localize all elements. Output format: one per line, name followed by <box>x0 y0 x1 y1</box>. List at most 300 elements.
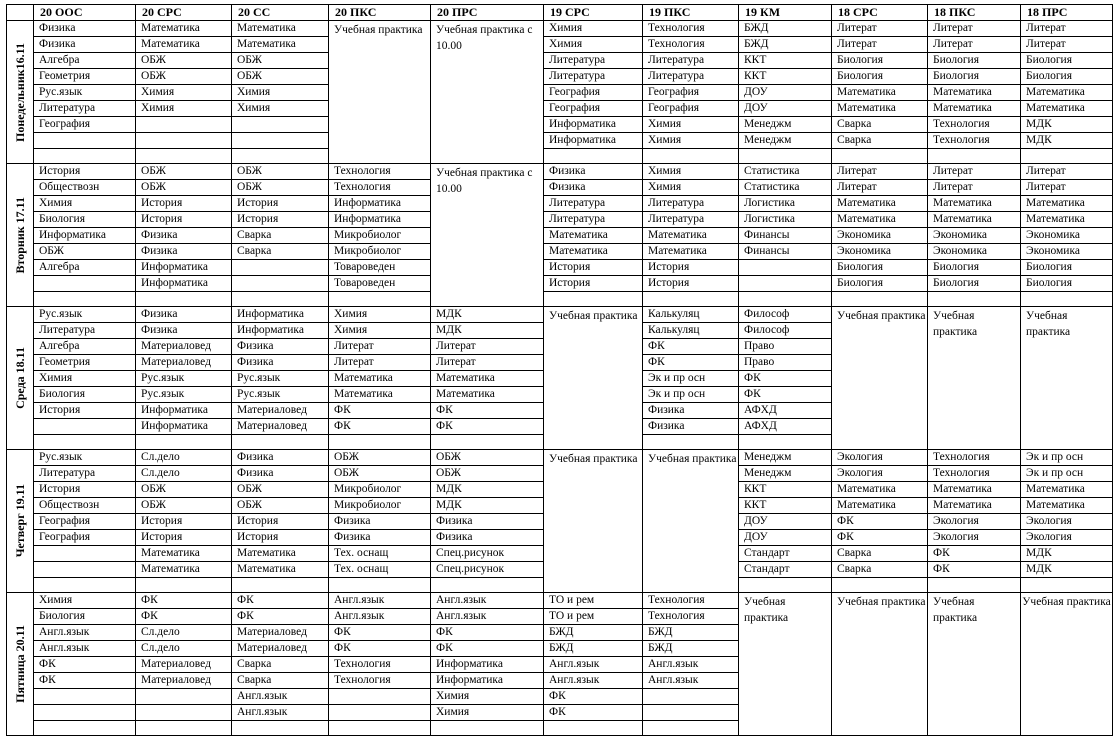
empty-cell <box>34 721 136 736</box>
lesson-cell: Химия <box>431 705 544 721</box>
lesson-cell: Экология <box>928 530 1021 546</box>
lesson-cell: Товароведен <box>329 276 431 292</box>
lesson-cell: География <box>643 101 739 117</box>
day-label-cell <box>7 307 34 450</box>
empty-cell <box>232 149 329 164</box>
lesson-cell: Биология <box>34 212 136 228</box>
lesson-cell: Англ.язык <box>643 673 739 689</box>
column-header: 20 ПКС <box>329 5 431 21</box>
lesson-cell: ФК <box>431 625 544 641</box>
lesson-cell: Химия <box>643 164 739 180</box>
practice-cell: Учебная практика <box>832 593 928 736</box>
lesson-cell: Тех. оснащ <box>329 562 431 578</box>
lesson-cell: Физика <box>34 21 136 37</box>
lesson-cell: Литература <box>544 212 643 228</box>
lesson-cell: Технология <box>928 450 1021 466</box>
lesson-cell: Биология <box>1021 260 1113 276</box>
lesson-cell: Математика <box>136 546 232 562</box>
lesson-cell <box>136 705 232 721</box>
lesson-cell: БЖД <box>544 641 643 657</box>
lesson-cell: МДК <box>1021 562 1113 578</box>
empty-cell <box>643 721 739 736</box>
lesson-cell: Англ.язык <box>232 689 329 705</box>
lesson-row <box>7 164 1113 180</box>
lesson-cell: ОБЖ <box>232 53 329 69</box>
lesson-cell: Материаловед <box>232 403 329 419</box>
lesson-cell: Технология <box>643 21 739 37</box>
day-label: Среда 18.11 <box>13 347 27 409</box>
lesson-cell: Биология <box>832 69 928 85</box>
lesson-cell: Литература <box>643 212 739 228</box>
column-header: 18 СРС <box>832 5 928 21</box>
lesson-cell: БЖД <box>643 625 739 641</box>
day-label-cell <box>7 21 34 164</box>
lesson-cell: БЖД <box>544 625 643 641</box>
lesson-cell: ФК <box>739 371 832 387</box>
lesson-cell: Англ.язык <box>544 657 643 673</box>
lesson-cell: Менеджм <box>739 466 832 482</box>
lesson-row <box>7 37 1113 53</box>
lesson-cell: ОБЖ <box>136 69 232 85</box>
lesson-cell: ФК <box>136 593 232 609</box>
day-label-cell <box>7 164 34 307</box>
lesson-cell: Эк и пр осн <box>643 371 739 387</box>
lesson-cell: ФК <box>544 705 643 721</box>
lesson-cell: Биология <box>832 260 928 276</box>
lesson-cell: Биология <box>832 276 928 292</box>
lesson-cell: Технология <box>643 609 739 625</box>
lesson-cell: Рус.язык <box>34 85 136 101</box>
lesson-cell: АФХД <box>739 403 832 419</box>
empty-cell <box>232 435 329 450</box>
empty-cell <box>329 578 431 593</box>
lesson-cell: Рус.язык <box>136 371 232 387</box>
lesson-cell: Литература <box>643 196 739 212</box>
lesson-cell: Спец.рисунок <box>431 562 544 578</box>
empty-cell <box>832 578 928 593</box>
empty-cell <box>832 149 928 164</box>
lesson-cell: Экология <box>1021 530 1113 546</box>
lesson-cell: Литерат <box>928 37 1021 53</box>
lesson-cell: Сварка <box>832 562 928 578</box>
lesson-cell: История <box>544 276 643 292</box>
lesson-cell: Статистика <box>739 180 832 196</box>
lesson-cell: Обществозн <box>34 498 136 514</box>
lesson-cell: МДК <box>1021 117 1113 133</box>
lesson-cell: Физика <box>232 450 329 466</box>
lesson-cell: ФК <box>832 514 928 530</box>
practice-cell: Учебная практика <box>1021 307 1113 450</box>
lesson-cell: Биология <box>928 260 1021 276</box>
lesson-cell: История <box>136 212 232 228</box>
lesson-cell: МДК <box>1021 133 1113 149</box>
empty-cell <box>136 292 232 307</box>
lesson-cell: Химия <box>136 101 232 117</box>
lesson-cell: Физика <box>643 419 739 435</box>
empty-cell <box>643 435 739 450</box>
lesson-cell: Тех. оснащ <box>329 546 431 562</box>
empty-cell <box>34 578 136 593</box>
lesson-cell: ФК <box>136 609 232 625</box>
day-label-cell <box>7 450 34 593</box>
lesson-cell: Информатика <box>431 657 544 673</box>
lesson-cell <box>643 689 739 705</box>
lesson-cell: Химия <box>329 307 431 323</box>
lesson-row <box>7 196 1113 212</box>
lesson-cell: Химия <box>136 85 232 101</box>
empty-cell <box>431 578 544 593</box>
lesson-cell: Литература <box>34 101 136 117</box>
lesson-cell: История <box>34 403 136 419</box>
lesson-cell: Англ.язык <box>431 593 544 609</box>
column-header: 18 ПКС <box>928 5 1021 21</box>
lesson-cell: Технология <box>329 164 431 180</box>
lesson-cell: Философ <box>739 323 832 339</box>
lesson-cell: ОБЖ <box>232 180 329 196</box>
empty-cell <box>232 292 329 307</box>
lesson-cell: ФК <box>431 403 544 419</box>
lesson-cell: Менеджм <box>739 117 832 133</box>
lesson-cell: Микробиолог <box>329 244 431 260</box>
lesson-cell: ОБЖ <box>136 180 232 196</box>
lesson-cell: Биология <box>928 53 1021 69</box>
lesson-cell: Эк и пр осн <box>643 387 739 403</box>
lesson-cell: Литерат <box>928 164 1021 180</box>
lesson-cell: Рус.язык <box>232 371 329 387</box>
lesson-row <box>7 85 1113 101</box>
lesson-cell: Сварка <box>232 657 329 673</box>
lesson-cell: Химия <box>544 21 643 37</box>
lesson-cell: МДК <box>431 307 544 323</box>
lesson-cell: Экология <box>832 450 928 466</box>
lesson-cell: Философ <box>739 307 832 323</box>
lesson-cell: Экология <box>1021 514 1113 530</box>
lesson-cell: ОБЖ <box>232 482 329 498</box>
lesson-cell: ОБЖ <box>34 244 136 260</box>
lesson-cell: ОБЖ <box>431 450 544 466</box>
lesson-cell: ККТ <box>739 482 832 498</box>
lesson-cell: Экология <box>928 514 1021 530</box>
lesson-cell: ФК <box>329 641 431 657</box>
empty-cell <box>136 721 232 736</box>
lesson-cell <box>329 705 431 721</box>
lesson-cell: География <box>544 101 643 117</box>
lesson-cell <box>136 133 232 149</box>
empty-cell <box>34 435 136 450</box>
lesson-cell: Технология <box>329 657 431 673</box>
lesson-cell: География <box>544 85 643 101</box>
lesson-cell: ДОУ <box>739 101 832 117</box>
lesson-cell: ФК <box>232 609 329 625</box>
lesson-cell: Физика <box>136 244 232 260</box>
lesson-cell: Математика <box>1021 482 1113 498</box>
lesson-cell: ФК <box>928 562 1021 578</box>
lesson-cell: БЖД <box>739 37 832 53</box>
empty-cell <box>136 149 232 164</box>
lesson-cell: Литерат <box>431 339 544 355</box>
lesson-row <box>7 228 1113 244</box>
header-row <box>7 5 1113 21</box>
lesson-cell: ФК <box>643 355 739 371</box>
lesson-cell: Технология <box>928 117 1021 133</box>
lesson-cell: Физика <box>136 307 232 323</box>
lesson-cell <box>136 689 232 705</box>
lesson-cell: Микробиолог <box>329 228 431 244</box>
lesson-cell: Физика <box>232 339 329 355</box>
column-header: 19 КМ <box>739 5 832 21</box>
lesson-row <box>7 21 1113 37</box>
lesson-cell: Литерат <box>1021 21 1113 37</box>
practice-cell: Учебная практика с 10.00 <box>431 21 544 164</box>
column-header: 19 СРС <box>544 5 643 21</box>
lesson-cell: Химия <box>232 101 329 117</box>
practice-cell: Учебная практика <box>643 450 739 593</box>
lesson-cell: Химия <box>34 593 136 609</box>
lesson-cell: МДК <box>431 498 544 514</box>
practice-cell: Учебная практика <box>739 593 832 736</box>
day-label-cell <box>7 593 34 736</box>
lesson-cell: Экономика <box>928 244 1021 260</box>
lesson-cell: Англ.язык <box>34 625 136 641</box>
column-header: 20 ООС <box>34 5 136 21</box>
lesson-cell <box>643 705 739 721</box>
lesson-cell <box>232 117 329 133</box>
lesson-cell: Стандарт <box>739 562 832 578</box>
lesson-cell: Информатика <box>329 212 431 228</box>
lesson-cell: Информатика <box>544 117 643 133</box>
lesson-cell: ОБЖ <box>136 164 232 180</box>
empty-cell <box>136 435 232 450</box>
lesson-cell: Физика <box>431 514 544 530</box>
lesson-cell: Химия <box>544 37 643 53</box>
practice-cell: Учебная практика <box>544 307 643 450</box>
lesson-cell: Математика <box>832 212 928 228</box>
column-header: 19 ПКС <box>643 5 739 21</box>
lesson-cell: Англ.язык <box>643 657 739 673</box>
lesson-cell <box>34 419 136 435</box>
lesson-cell: Физика <box>232 355 329 371</box>
column-header: 20 СРС <box>136 5 232 21</box>
lesson-cell: Математика <box>928 482 1021 498</box>
lesson-cell: Менеджм <box>739 133 832 149</box>
practice-cell: Учебная практика <box>928 593 1021 736</box>
separator-row <box>7 292 1113 307</box>
lesson-cell: Литерат <box>832 21 928 37</box>
lesson-cell: Материаловед <box>136 355 232 371</box>
lesson-cell: МДК <box>1021 546 1113 562</box>
lesson-cell: Биология <box>34 609 136 625</box>
lesson-cell <box>136 117 232 133</box>
lesson-cell: Литература <box>34 466 136 482</box>
lesson-cell: Технология <box>928 133 1021 149</box>
lesson-cell: История <box>544 260 643 276</box>
lesson-cell: Литерат <box>1021 180 1113 196</box>
lesson-cell: Материаловед <box>136 657 232 673</box>
lesson-cell: Литерат <box>832 164 928 180</box>
lesson-cell: Технология <box>928 466 1021 482</box>
practice-cell: Учебная практика <box>1021 593 1113 736</box>
lesson-cell: Спец.рисунок <box>431 546 544 562</box>
lesson-cell: Сварка <box>832 133 928 149</box>
lesson-cell: ОБЖ <box>232 164 329 180</box>
lesson-cell: Биология <box>928 276 1021 292</box>
lesson-cell: Обществозн <box>34 180 136 196</box>
lesson-cell: Сварка <box>832 117 928 133</box>
lesson-cell: Сл.дело <box>136 466 232 482</box>
lesson-cell: Литература <box>544 53 643 69</box>
lesson-cell: ФК <box>431 641 544 657</box>
lesson-cell: Математика <box>544 244 643 260</box>
lesson-cell: Экономика <box>1021 244 1113 260</box>
lesson-cell: Информатика <box>136 276 232 292</box>
lesson-cell: Англ.язык <box>232 705 329 721</box>
lesson-cell: Информатика <box>329 196 431 212</box>
lesson-cell: Товароведен <box>329 260 431 276</box>
empty-cell <box>544 721 643 736</box>
lesson-cell: Сварка <box>232 228 329 244</box>
empty-cell <box>431 435 544 450</box>
lesson-cell: Рус.язык <box>34 450 136 466</box>
lesson-cell <box>34 705 136 721</box>
lesson-cell: Математика <box>928 212 1021 228</box>
lesson-cell: Литерат <box>329 339 431 355</box>
lesson-cell: ФК <box>832 530 928 546</box>
lesson-cell: История <box>232 196 329 212</box>
lesson-row <box>7 133 1113 149</box>
lesson-cell: Англ.язык <box>329 593 431 609</box>
column-header: 20 СС <box>232 5 329 21</box>
empty-cell <box>739 292 832 307</box>
lesson-row <box>7 117 1113 133</box>
lesson-cell: Литерат <box>329 355 431 371</box>
lesson-row <box>7 260 1113 276</box>
column-header: 18 ПРС <box>1021 5 1113 21</box>
lesson-cell: Финансы <box>739 228 832 244</box>
lesson-cell: Математика <box>329 387 431 403</box>
lesson-cell: Биология <box>1021 276 1113 292</box>
lesson-cell: Химия <box>643 133 739 149</box>
lesson-cell: Математика <box>643 244 739 260</box>
lesson-cell: История <box>232 212 329 228</box>
lesson-cell: Алгебра <box>34 339 136 355</box>
lesson-cell: История <box>136 196 232 212</box>
lesson-cell: Химия <box>34 371 136 387</box>
lesson-cell: Биология <box>832 53 928 69</box>
lesson-row <box>7 276 1113 292</box>
lesson-cell: Литература <box>34 323 136 339</box>
practice-cell: Учебная практика <box>544 450 643 593</box>
lesson-cell: Литерат <box>928 180 1021 196</box>
day-label: Пятница 20.11 <box>13 625 27 703</box>
schedule-table <box>6 4 1113 736</box>
lesson-cell: Технология <box>329 673 431 689</box>
lesson-cell: Алгебра <box>34 53 136 69</box>
lesson-cell: ККТ <box>739 498 832 514</box>
lesson-cell: Информатика <box>232 307 329 323</box>
empty-cell <box>136 578 232 593</box>
lesson-cell: Физика <box>431 530 544 546</box>
empty-cell <box>928 149 1021 164</box>
lesson-cell: Микробиолог <box>329 498 431 514</box>
lesson-cell: Менеджм <box>739 450 832 466</box>
lesson-cell <box>739 276 832 292</box>
empty-cell <box>928 578 1021 593</box>
lesson-cell: Литерат <box>1021 164 1113 180</box>
lesson-cell: ККТ <box>739 53 832 69</box>
lesson-cell: Математика <box>928 498 1021 514</box>
lesson-cell: Математика <box>643 228 739 244</box>
lesson-cell: Математика <box>832 196 928 212</box>
lesson-cell: География <box>34 117 136 133</box>
lesson-cell <box>34 133 136 149</box>
lesson-cell: Материаловед <box>232 625 329 641</box>
lesson-cell <box>232 260 329 276</box>
lesson-cell: История <box>643 276 739 292</box>
lesson-cell: Информатика <box>136 419 232 435</box>
lesson-cell: Технология <box>643 593 739 609</box>
lesson-cell: История <box>34 482 136 498</box>
lesson-cell: Математика <box>832 85 928 101</box>
lesson-cell: Экономика <box>1021 228 1113 244</box>
lesson-cell: ДОУ <box>739 530 832 546</box>
day-label: Четверг 19.11 <box>13 484 27 558</box>
lesson-cell: Физика <box>136 228 232 244</box>
empty-cell <box>739 149 832 164</box>
lesson-cell: ФК <box>739 387 832 403</box>
lesson-cell: Рус.язык <box>232 387 329 403</box>
lesson-row <box>7 307 1113 323</box>
lesson-cell: Математика <box>1021 212 1113 228</box>
lesson-cell: ФК <box>232 593 329 609</box>
lesson-cell: Литература <box>544 196 643 212</box>
lesson-cell: Физика <box>136 323 232 339</box>
lesson-cell: ОБЖ <box>431 466 544 482</box>
lesson-cell: Информатика <box>232 323 329 339</box>
lesson-cell <box>232 133 329 149</box>
empty-cell <box>928 292 1021 307</box>
lesson-cell: Химия <box>232 85 329 101</box>
lesson-cell: Англ.язык <box>329 609 431 625</box>
lesson-cell: Экономика <box>928 228 1021 244</box>
lesson-cell: Математика <box>544 228 643 244</box>
lesson-cell: ФК <box>544 689 643 705</box>
lesson-row <box>7 53 1113 69</box>
separator-row <box>7 149 1113 164</box>
lesson-cell: Математика <box>1021 498 1113 514</box>
lesson-cell: Рус.язык <box>136 387 232 403</box>
lesson-cell: ФК <box>928 546 1021 562</box>
lesson-cell: История <box>34 164 136 180</box>
practice-cell: Учебная практика <box>928 307 1021 450</box>
lesson-row <box>7 244 1113 260</box>
lesson-cell: Биология <box>1021 69 1113 85</box>
empty-cell <box>329 435 431 450</box>
lesson-cell: Материаловед <box>136 339 232 355</box>
lesson-cell: Материаловед <box>232 641 329 657</box>
lesson-cell: Литература <box>544 69 643 85</box>
lesson-cell: Англ.язык <box>34 641 136 657</box>
lesson-cell: Технология <box>643 37 739 53</box>
empty-cell <box>431 721 544 736</box>
lesson-cell: Математика <box>232 37 329 53</box>
lesson-cell: Информатика <box>544 133 643 149</box>
lesson-cell: ОБЖ <box>136 498 232 514</box>
empty-cell <box>232 578 329 593</box>
empty-cell <box>1021 149 1113 164</box>
lesson-cell: Химия <box>431 689 544 705</box>
lesson-cell: Химия <box>34 196 136 212</box>
lesson-cell: Физика <box>643 403 739 419</box>
